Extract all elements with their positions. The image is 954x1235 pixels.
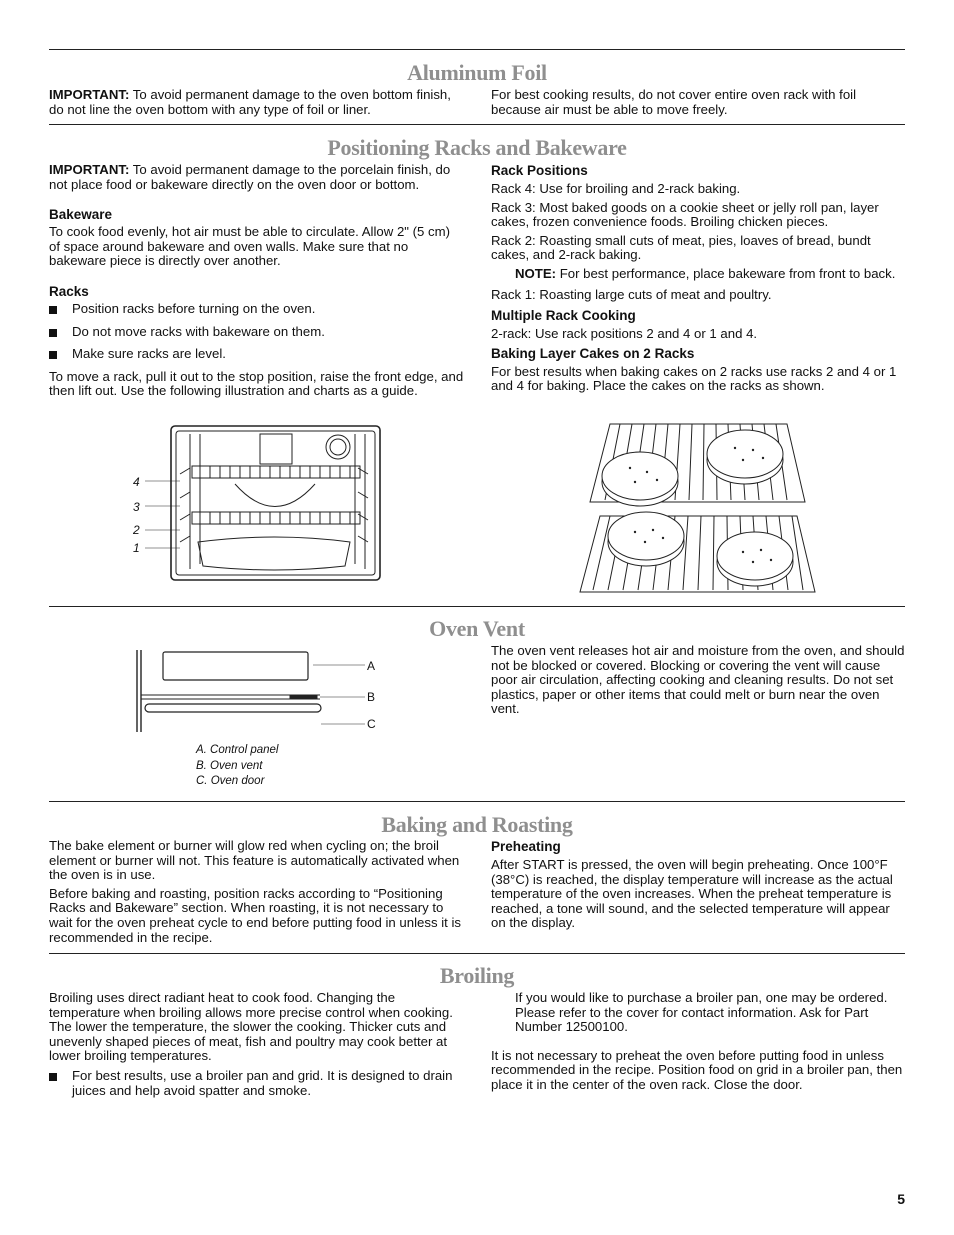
important-label: IMPORTANT: <box>49 162 130 177</box>
rack-number-1: 1 <box>133 541 140 555</box>
broiling-bullet: For best results, use a broiler pan and grid. It is designed to drain juices and help avoid spatter and smoke. <box>49 1069 464 1098</box>
vent-label-a: A <box>367 659 376 673</box>
bakeware-text: To cook food evenly, hot air must be able to circulate. Allow 2" (5 cm) of space around bakeware and oven walls. Make sure that no bakeware piece is directly over another. <box>49 224 450 269</box>
multiple-rack-text: 2-rack: Use rack positions 2 and 4 or 1 and 4. <box>491 326 758 342</box>
racks-bullet: Do not move racks with bakeware on them. <box>49 325 464 340</box>
racks-bullet: Make sure racks are level. <box>49 347 464 362</box>
baking-p1: The bake element or burner will glow red when cycling on; the broil element or burner will not. This feature is automatically activated when the oven is in use. <box>49 838 460 883</box>
positioning-important-text: To avoid permanent damage to the porcelain finish, do not place food or bakeware directly on the oven door or bottom. <box>49 162 451 192</box>
rule-baking <box>49 801 905 802</box>
baking-left <box>49 839 464 945</box>
aluminum-left-text: To avoid permanent damage to the oven bottom finish, do not line the oven bottom with any type of foil or liner. <box>49 87 451 117</box>
vent-label-c: C <box>367 717 376 731</box>
positioning-title: Positioning Racks and Bakeware <box>327 135 627 160</box>
bakeware-heading: Bakeware <box>49 207 113 223</box>
broiling-p1: Broiling uses direct radiant heat to cook food. Changing the temperature when broiling allows more precise control when cooking. The lower the temperature, the slower the cooking. Thicker cuts and unevenly shaped pieces of meat, fish and poultry may cook better at lower broiling temperatures. <box>49 990 453 1064</box>
page-number: 5 <box>897 1191 905 1207</box>
preheating-heading: Preheating <box>491 839 561 854</box>
caption-a: A. Control panel <box>196 744 279 756</box>
baking-right <box>491 839 906 931</box>
rule-positioning <box>49 124 905 125</box>
baking-p2: Before baking and roasting, position racks according to “Positioning Racks and Bakeware” section. When roasting, it is not necessary to wait for the oven preheat cycle to end before putting food in unless it is recommended in the recipe. <box>49 885 461 945</box>
rack-number-4: 4 <box>133 475 140 489</box>
rule-top <box>49 49 905 50</box>
rule-broiling <box>49 953 905 954</box>
aluminum-title: Aluminum Foil <box>407 60 547 85</box>
rack2-text: Rack 2: Roasting small cuts of meat, pies, loaves of bread, bundt cakes, and 2-rack baking. <box>491 232 871 263</box>
rack-number-3: 3 <box>133 500 140 514</box>
note-label: NOTE: <box>515 265 557 281</box>
move-rack-text: To move a rack, pull it out to the stop position, raise the front edge, and then lift out. Use the following illustration and charts as a guide. <box>49 368 464 399</box>
rack4-text: Rack 4: Use for broiling and 2-rack baking. <box>491 181 741 196</box>
aluminum-left <box>49 88 464 117</box>
note-text: For best performance, place bakeware from front to back. <box>556 265 896 281</box>
broiling-title: Broiling <box>439 963 515 988</box>
racks-heading: Racks <box>49 283 89 299</box>
aluminum-right-text: For best cooking results, do not cover entire oven rack with foil because air must be able to move freely. <box>491 87 857 117</box>
layer-cakes-text: For best results when baking cakes on 2 racks use racks 2 and 4 or 1 and 4 for baking. Place the cakes on the racks as shown. <box>491 363 897 394</box>
rack-positions-heading: Rack Positions <box>491 163 588 178</box>
rule-vent <box>49 606 905 607</box>
vent-label-b: B <box>367 690 376 704</box>
vent-title: Oven Vent <box>429 616 525 641</box>
broiling-left <box>49 991 464 1098</box>
vent-text-block <box>491 644 906 717</box>
caption-c: C. Oven door <box>196 775 265 787</box>
layer-cakes-illustration <box>575 420 820 595</box>
rack-number-2: 2 <box>133 523 140 537</box>
vent-text: The oven vent releases hot air and moisture from the oven, and should not be blocked or covered. Blocking or covering the vent will cause poor air circulation, affecting cooking and cleaning results. Do not set plastics, paper or other items that could melt or burn near the oven vent. <box>491 643 905 717</box>
rack3-text: Rack 3: Most baked goods on a cookie sheet or jelly roll pan, layer cakes, frozen convenience foods. Broiling chicken pieces. <box>491 199 879 230</box>
racks-bullet: Position racks before turning on the oven. <box>49 302 464 317</box>
broiling-r2: It is not necessary to preheat the oven before putting food in unless recommended in the recipe. Position food on grid in a broiler pan, then place it in the center of the oven rack. Close the door. <box>491 1047 903 1092</box>
multiple-rack-heading: Multiple Rack Cooking <box>491 308 636 324</box>
aluminum-right <box>491 88 906 117</box>
layer-cakes-heading: Baking Layer Cakes on 2 Racks <box>491 345 695 361</box>
broiling-right <box>491 991 906 1093</box>
baking-title: Baking and Roasting <box>381 812 573 837</box>
caption-b: B. Oven vent <box>196 759 263 772</box>
broiling-r1: If you would like to purchase a broiler pan, one may be ordered. Please refer to the cover for contact information. Ask for Part Number 12500100. <box>515 990 888 1035</box>
vent-captions <box>196 743 278 790</box>
positioning-right <box>491 163 906 394</box>
oven-vent-diagram <box>135 648 365 736</box>
important-label: IMPORTANT: <box>49 87 130 102</box>
rack1-text: Rack 1: Roasting large cuts of meat and poultry. <box>491 286 772 302</box>
preheating-text: After START is pressed, the oven will begin preheating. Once 100°F (38°C) is reached, the display temperature will increase as the actual temperature of the oven increases. When the preheat temperature is reached, a tone will sound, and the selected temperature will appear on the display. <box>491 857 893 931</box>
oven-racks-illustration <box>140 424 385 584</box>
positioning-left <box>49 163 464 399</box>
